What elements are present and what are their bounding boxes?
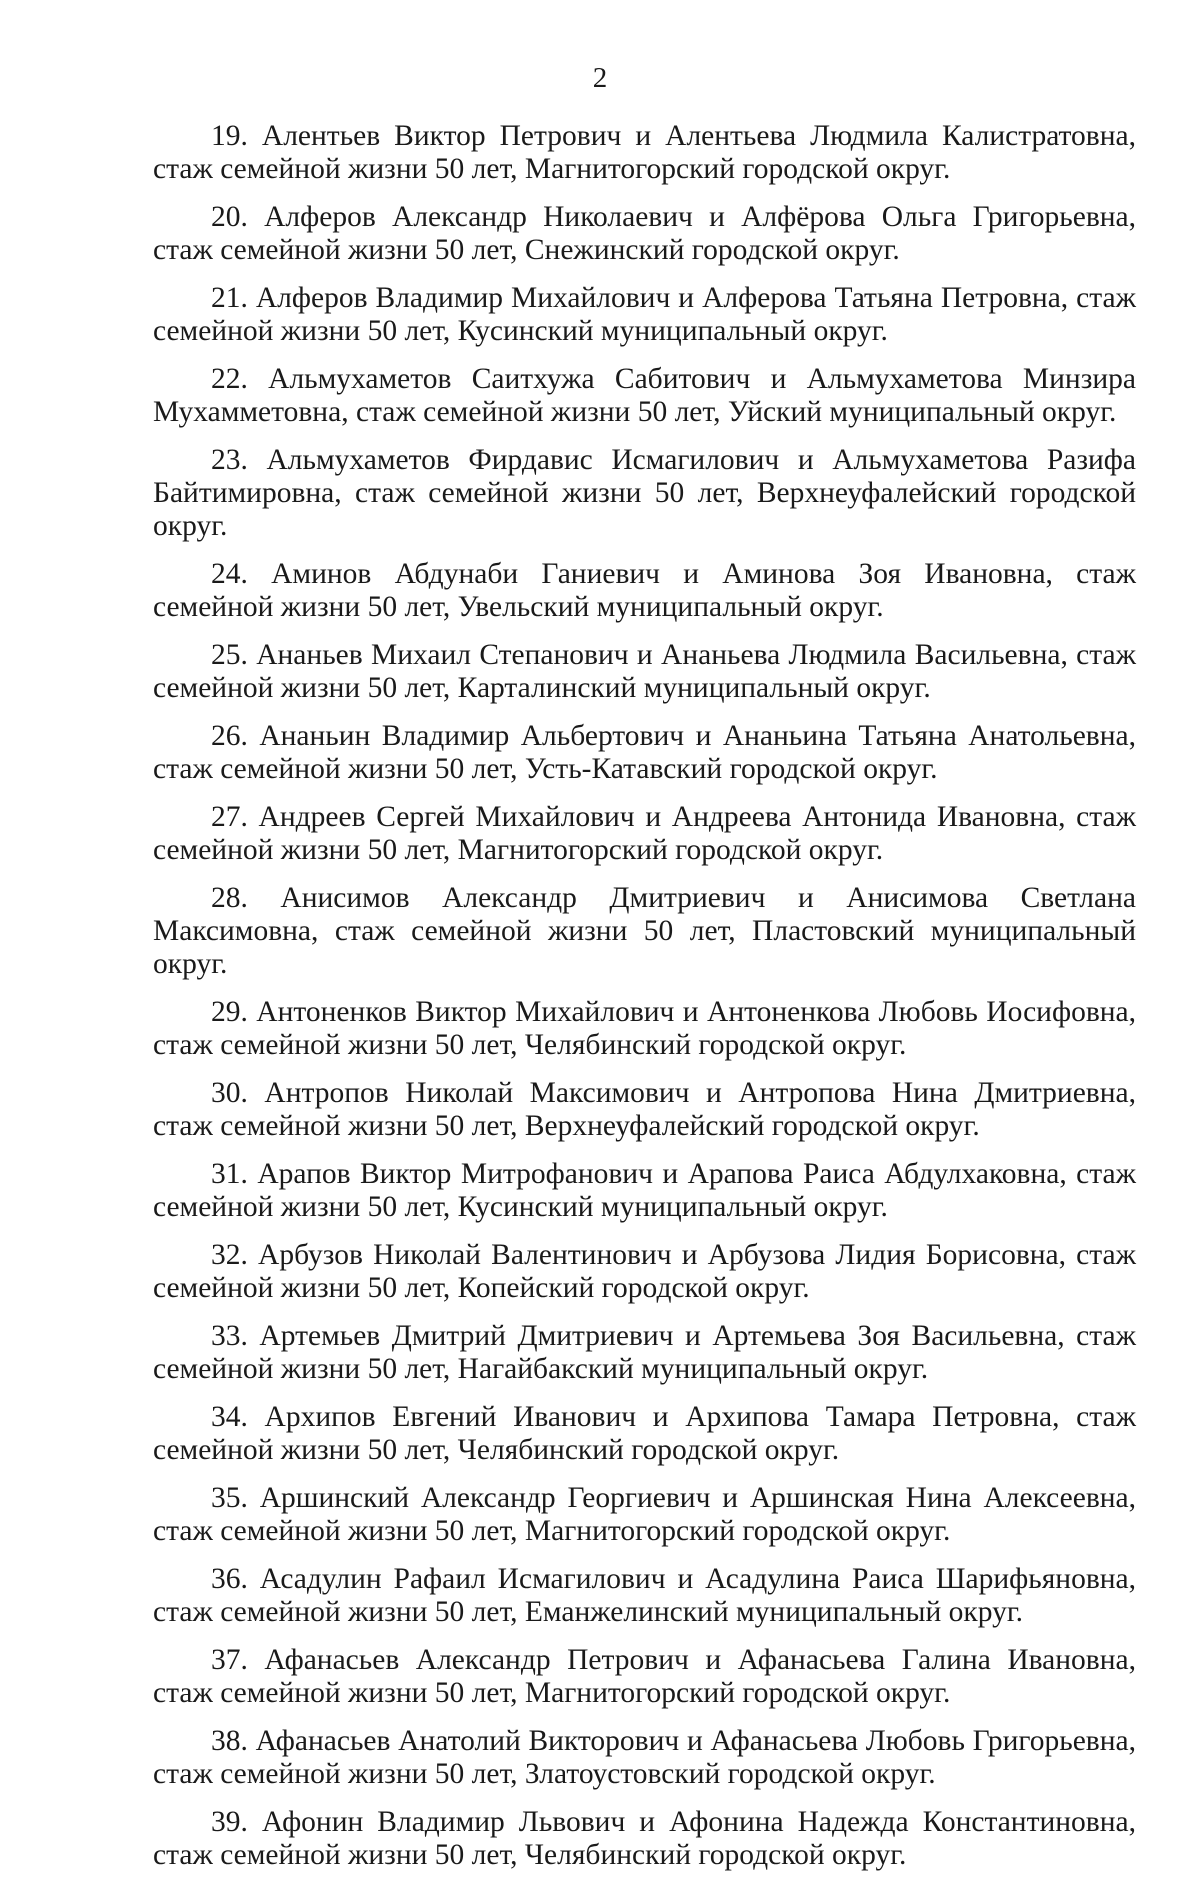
award-list [153, 120, 1136, 1887]
list-item: 25. Ананьев Михаил Степанович и Ананьева Людмила Васильевна, стаж семейной жизни 50 лет, Карталинский муниципальный округ. [153, 639, 1136, 704]
list-item: 31. Арапов Виктор Митрофанович и Арапова Раиса Абдулхаковна, стаж семейной жизни 50 лет, Кусинский муниципальный округ. [153, 1158, 1136, 1223]
list-item: 34. Архипов Евгений Иванович и Архипова Тамара Петровна, стаж семейной жизни 50 лет, Челябинский городской округ. [153, 1401, 1136, 1466]
list-item: 29. Антоненков Виктор Михайлович и Антоненкова Любовь Иосифовна, стаж семейной жизни 50 лет, Челябинский городской округ. [153, 996, 1136, 1061]
list-item: 35. Аршинский Александр Георгиевич и Аршинская Нина Алексеевна, стаж семейной жизни 50 лет, Магнитогорский городской округ. [153, 1482, 1136, 1547]
list-item: 20. Алферов Александр Николаевич и Алфёрова Ольга Григорьевна, стаж семейной жизни 50 лет, Снежинский городской округ. [153, 201, 1136, 266]
list-item: 26. Ананьин Владимир Альбертович и Ананьина Татьяна Анатольевна, стаж семейной жизни 50 лет, Усть-Катавский городской округ. [153, 720, 1136, 785]
list-item: 19. Алентьев Виктор Петрович и Алентьева Людмила Калистратовна, стаж семейной жизни 50 лет, Магнитогорский городской округ. [153, 120, 1136, 185]
list-item: 30. Антропов Николай Максимович и Антропова Нина Дмитриевна, стаж семейной жизни 50 лет, Верхнеуфалейский городской округ. [153, 1077, 1136, 1142]
list-item: 36. Асадулин Рафаил Исмагилович и Асадулина Раиса Шарифьяновна, стаж семейной жизни 50 лет, Еманжелинский муниципальный округ. [153, 1563, 1136, 1628]
list-item: 21. Алферов Владимир Михайлович и Алферова Татьяна Петровна, стаж семейной жизни 50 лет, Кусинский муниципальный округ. [153, 282, 1136, 347]
list-item: 24. Аминов Абдунаби Ганиевич и Аминова Зоя Ивановна, стаж семейной жизни 50 лет, Увельский муниципальный округ. [153, 558, 1136, 623]
list-item: 23. Альмухаметов Фирдавис Исмагилович и Альмухаметова Разифа Байтимировна, стаж семейной жизни 50 лет, Верхнеуфалейский городской округ. [153, 444, 1136, 542]
list-item: 28. Анисимов Александр Дмитриевич и Анисимова Светлана Максимовна, стаж семейной жизни 50 лет, Пластовский муниципальный округ. [153, 882, 1136, 980]
list-item: 22. Альмухаметов Саитхужа Сабитович и Альмухаметова Минзира Мухамметовна, стаж семейной жизни 50 лет, Уйский муниципальный округ. [153, 363, 1136, 428]
list-item: 38. Афанасьев Анатолий Викторович и Афанасьева Любовь Григорьевна, стаж семейной жизни 50 лет, Златоустовский городской округ. [153, 1725, 1136, 1790]
list-item: 32. Арбузов Николай Валентинович и Арбузова Лидия Борисовна, стаж семейной жизни 50 лет, Копейский городской округ. [153, 1239, 1136, 1304]
page-number: 2 [592, 62, 608, 94]
list-item: 37. Афанасьев Александр Петрович и Афанасьева Галина Ивановна, стаж семейной жизни 50 лет, Магнитогорский городской округ. [153, 1644, 1136, 1709]
list-item: 27. Андреев Сергей Михайлович и Андреева Антонида Ивановна, стаж семейной жизни 50 лет, Магнитогорский городской округ. [153, 801, 1136, 866]
list-item: 33. Артемьев Дмитрий Дмитриевич и Артемьева Зоя Васильевна, стаж семейной жизни 50 лет, Нагайбакский муниципальный округ. [153, 1320, 1136, 1385]
list-item: 39. Афонин Владимир Львович и Афонина Надежда Константиновна, стаж семейной жизни 50 лет, Челябинский городской округ. [153, 1806, 1136, 1871]
